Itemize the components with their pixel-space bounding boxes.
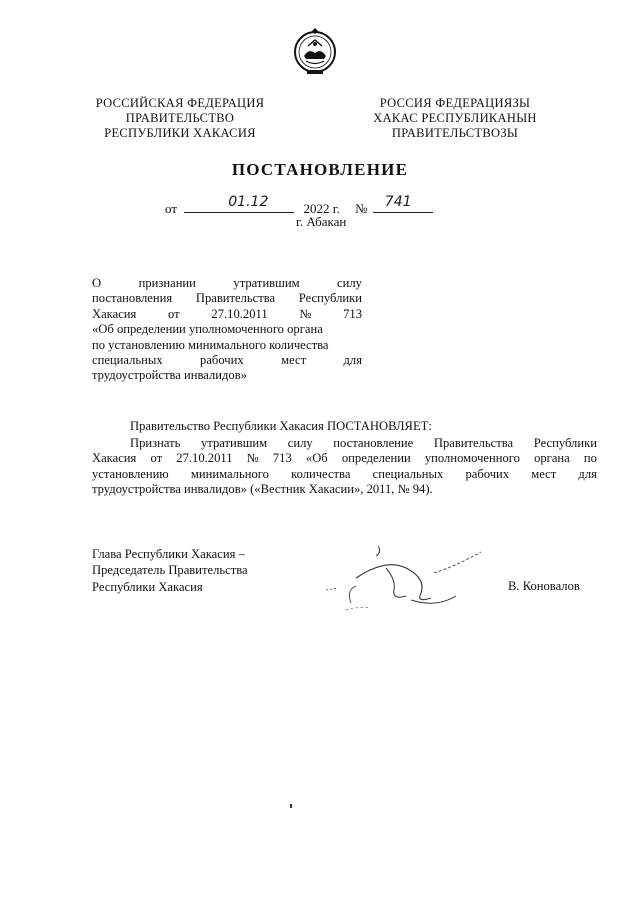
word: Хакасия xyxy=(92,306,137,321)
word: по установлению минимального количества xyxy=(92,337,329,352)
header-left-line: РОССИЙСКАЯ ФЕДЕРАЦИЯ xyxy=(95,96,265,110)
handwritten-signature xyxy=(316,538,486,618)
word: постановления xyxy=(92,291,173,306)
text-line xyxy=(92,368,362,383)
word: признании xyxy=(138,276,196,290)
body-intro: Правительство Республики Хакасия ПОСТАНОВЛЯЕТ: xyxy=(130,419,432,433)
number-label: № xyxy=(355,201,368,216)
word: 713 xyxy=(343,306,362,321)
header-right-line: РОССИЯ ФЕДЕРАЦИЯЗЫ xyxy=(379,96,531,110)
word: от xyxy=(168,306,180,321)
word: утратившим xyxy=(200,436,268,450)
text-line xyxy=(92,467,597,482)
position-line: Республики Хакасия xyxy=(92,579,203,594)
word: для xyxy=(578,466,597,481)
word: от xyxy=(150,451,163,466)
text-line xyxy=(92,482,597,497)
word: уполномоченного xyxy=(424,451,520,466)
document-title: ПОСТАНОВЛЕНИЕ xyxy=(231,160,409,179)
word: мест xyxy=(531,466,557,481)
signatory-name: В. Коновалов xyxy=(508,579,580,593)
word: установлению xyxy=(92,466,169,481)
year-label: 2022 г. xyxy=(303,201,340,216)
number-field xyxy=(373,194,433,213)
header-right xyxy=(345,96,565,141)
from-label: от xyxy=(165,201,178,216)
text-line xyxy=(92,436,597,451)
body-text xyxy=(92,436,597,498)
word: по xyxy=(583,451,597,466)
word: № xyxy=(246,451,259,466)
word: рабочих xyxy=(465,466,510,481)
position-line: Глава Республики Хакасия – xyxy=(92,547,245,561)
word: «Об определении уполномоченного органа xyxy=(92,322,323,337)
word: количества xyxy=(291,466,351,481)
header-left-line: ПРАВИТЕЛЬСТВО xyxy=(125,111,235,125)
subject-block xyxy=(92,276,362,384)
coat-of-arms-icon xyxy=(292,28,338,78)
number-handwritten: 741 xyxy=(384,194,412,210)
city-label: г. Абакан xyxy=(296,214,347,229)
text-line xyxy=(92,322,362,337)
word: 27.10.2011 xyxy=(211,306,268,321)
position-line: Председатель Правительства xyxy=(92,563,248,578)
word: трудоустройства инвалидов» («Вестник Хакасии», 2011, № 94). xyxy=(92,482,433,497)
word: минимального xyxy=(190,466,269,481)
header-left-line: РЕСПУБЛИКИ ХАКАСИЯ xyxy=(104,126,256,140)
header-right-line: ХАКАС РЕСПУБЛИКАНЫН xyxy=(373,111,537,125)
date-handwritten: 01.12 xyxy=(228,194,269,210)
word: силу xyxy=(287,436,313,450)
word: для xyxy=(343,353,362,368)
word: 713 xyxy=(272,451,292,466)
text-line xyxy=(92,338,362,353)
word: органа xyxy=(534,451,570,466)
word: Правительства xyxy=(433,436,514,450)
word: рабочих xyxy=(200,353,244,368)
word: Правительства xyxy=(195,291,276,306)
word: «Об xyxy=(305,451,328,466)
word: силу xyxy=(337,276,362,290)
word: трудоустройства инвалидов» xyxy=(92,368,247,383)
word: Республики xyxy=(298,291,362,306)
word: постановление xyxy=(333,436,414,450)
page-mark xyxy=(290,804,292,808)
word: специальных xyxy=(372,466,444,481)
header-right-line: ПРАВИТЕЛЬСТВОЗЫ xyxy=(391,126,519,140)
header-left xyxy=(80,96,280,141)
word: Хакасия xyxy=(92,451,137,466)
text-line xyxy=(92,451,597,466)
word: специальных xyxy=(92,353,163,368)
text-line xyxy=(92,307,362,322)
word: определении xyxy=(341,451,411,466)
word: 27.10.2011 xyxy=(176,451,233,466)
text-line xyxy=(92,353,362,368)
word: утратившим xyxy=(233,276,300,290)
word: № xyxy=(299,306,312,321)
text-line xyxy=(92,291,362,306)
date-field xyxy=(184,194,294,213)
word: Признать xyxy=(130,436,181,450)
word: Республики xyxy=(533,436,597,450)
word: мест xyxy=(281,353,307,368)
word: О xyxy=(92,276,102,290)
text-line xyxy=(92,276,362,291)
signatory-position xyxy=(92,546,248,595)
